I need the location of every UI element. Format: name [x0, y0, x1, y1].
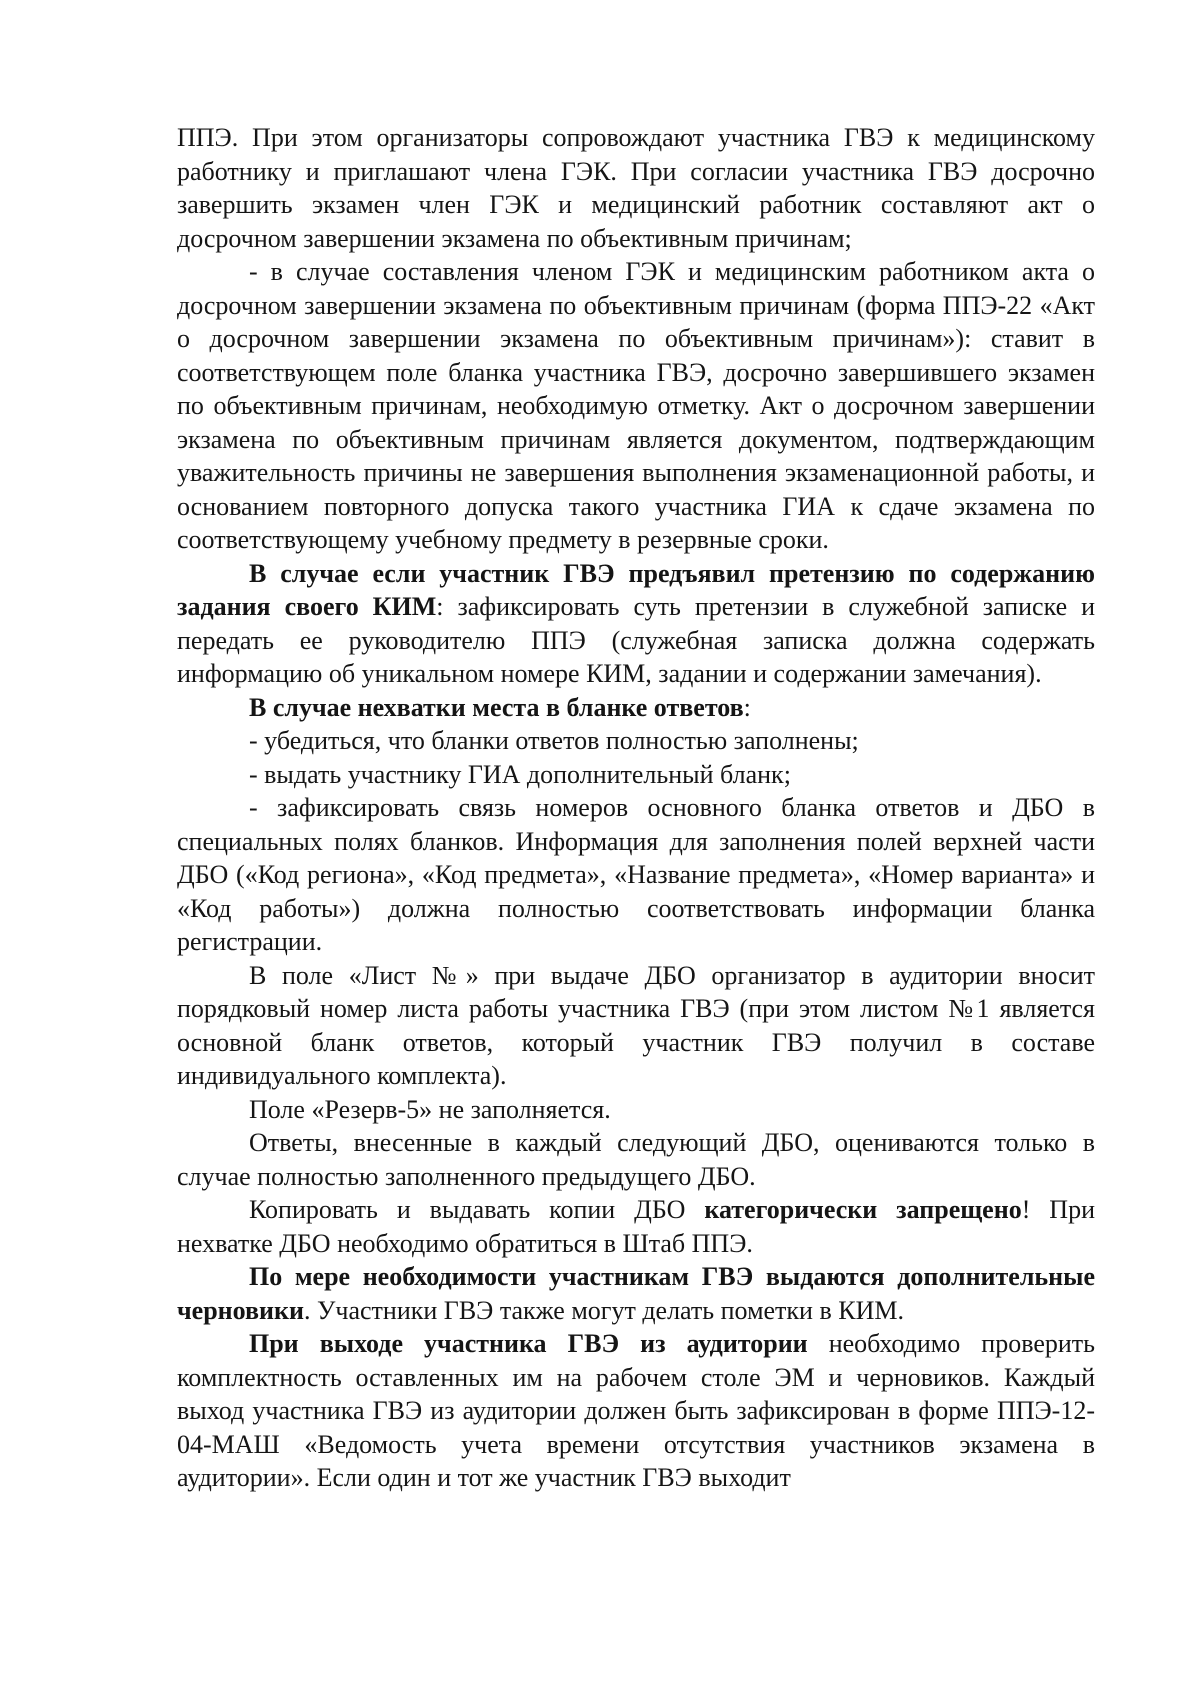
list-item-check-forms: [177, 724, 1095, 758]
list-item-text: - выдать участнику ГИА дополнительный бланк;: [249, 759, 791, 789]
paragraph-copy-prohibited: [177, 1193, 1095, 1260]
paragraph-text: Ответы, внесенные в каждый следующий ДБО, оцениваются только в случае полностью заполненного предыдущего ДБО.: [177, 1128, 1095, 1191]
paragraph-text: :: [743, 692, 751, 722]
paragraph-text: - в случае составления членом ГЭК и медицинским работником акта о досрочном завершении экзамена по объективным причинам (форма ППЭ-22 «Акт о досрочном завершении экзамена по объективным причинам»): ставит в соответствующем поле бланка участника ГВЭ, досрочно завершившего экзамен по объективным причинам, необходимую отметку. Акт о досрочном завершении экзамена по объективным причинам является документом, подтверждающим уважительность причины не завершения выполнения экзаменационной работы, и основанием повторного допуска такого участника ГИА к сдаче экзамена по соответствующему учебному предмету в резервные сроки.: [177, 257, 1095, 554]
paragraph-drafts: [177, 1260, 1095, 1327]
paragraph-text: необходимо проверить комплектность оставленных им на рабочем столе ЭМ и черновиков. Каждый выход участника ГВЭ из аудитории должен быть зафиксирован в форме ППЭ-12-04-МАШ «Ведомость учета времени отсутствия участников экзамена в аудитории». Если один и тот же участник ГВЭ выходит: [177, 1329, 1095, 1492]
paragraph-space-shortage: [177, 691, 1095, 725]
paragraph-heading-bold: В случае нехватки места в бланке ответов: [249, 692, 744, 722]
paragraph-kim-claim: [177, 557, 1095, 691]
paragraph-act-early-completion: [177, 255, 1095, 557]
list-item-issue-extra-form: [177, 758, 1095, 792]
list-item-text: - убедиться, что бланки ответов полностью заполнены;: [249, 726, 859, 755]
paragraph-sheet-number: [177, 959, 1095, 1093]
paragraph-answers-evaluation: [177, 1126, 1095, 1193]
document-body: [177, 121, 1095, 1495]
paragraph-text: . Участники ГВЭ также могут делать пометки в КИМ.: [303, 1295, 904, 1325]
paragraph-reserve-field: [177, 1093, 1095, 1127]
paragraph-heading-bold: При выходе участника ГВЭ из аудитории: [249, 1329, 808, 1358]
paragraph-text: : зафиксировать суть претензии в служебной записке и передать ее руководителю ППЭ (служебная записка должна содержать информацию об уникальном номере КИМ, задании и содержании замечания).: [177, 592, 1095, 688]
list-item-link-form-numbers: [177, 791, 1095, 959]
paragraph-heading-bold: В случае если участник ГВЭ предъявил претензию по содержанию задания своего КИМ: [177, 558, 1095, 621]
paragraph-text: ППЭ. При этом организаторы сопровождают участника ГВЭ к медицинскому работнику и приглашают члена ГЭК. При согласии участника ГВЭ досрочно завершить экзамен член ГЭК и медицинский работник составляют акт о досрочном завершении экзамена по объективным причинам;: [177, 123, 1095, 253]
paragraph-emphasis-bold: категорически запрещено: [704, 1195, 1022, 1224]
paragraph-text: Поле «Резерв-5» не заполняется.: [249, 1094, 611, 1124]
paragraph-text: ! При нехватке ДБО необходимо обратиться в Штаб ППЭ.: [177, 1195, 1095, 1258]
paragraph-text: В поле «Лист №» при выдаче ДБО организатор в аудитории вносит порядковый номер листа работы участника ГВЭ (при этом листом №1 является основной бланк ответов, который участник ГВЭ получил в составе индивидуального комплекта).: [177, 960, 1095, 1090]
paragraph-heading-bold: По мере необходимости участникам ГВЭ выдаются дополнительные черновики: [177, 1262, 1095, 1325]
list-item-text: - зафиксировать связь номеров основного бланка ответов и ДБО в специальных полях бланков. Информация для заполнения полей верхней части ДБО («Код региона», «Код предмета», «Название предмета», «Номер варианта» и «Код работы») должна полностью соответствовать информации бланка регистрации.: [177, 793, 1095, 956]
paragraph-text: Копировать и выдавать копии ДБО: [249, 1195, 705, 1224]
paragraph-continuation: [177, 121, 1095, 255]
paragraph-leaving-room: [177, 1327, 1095, 1495]
